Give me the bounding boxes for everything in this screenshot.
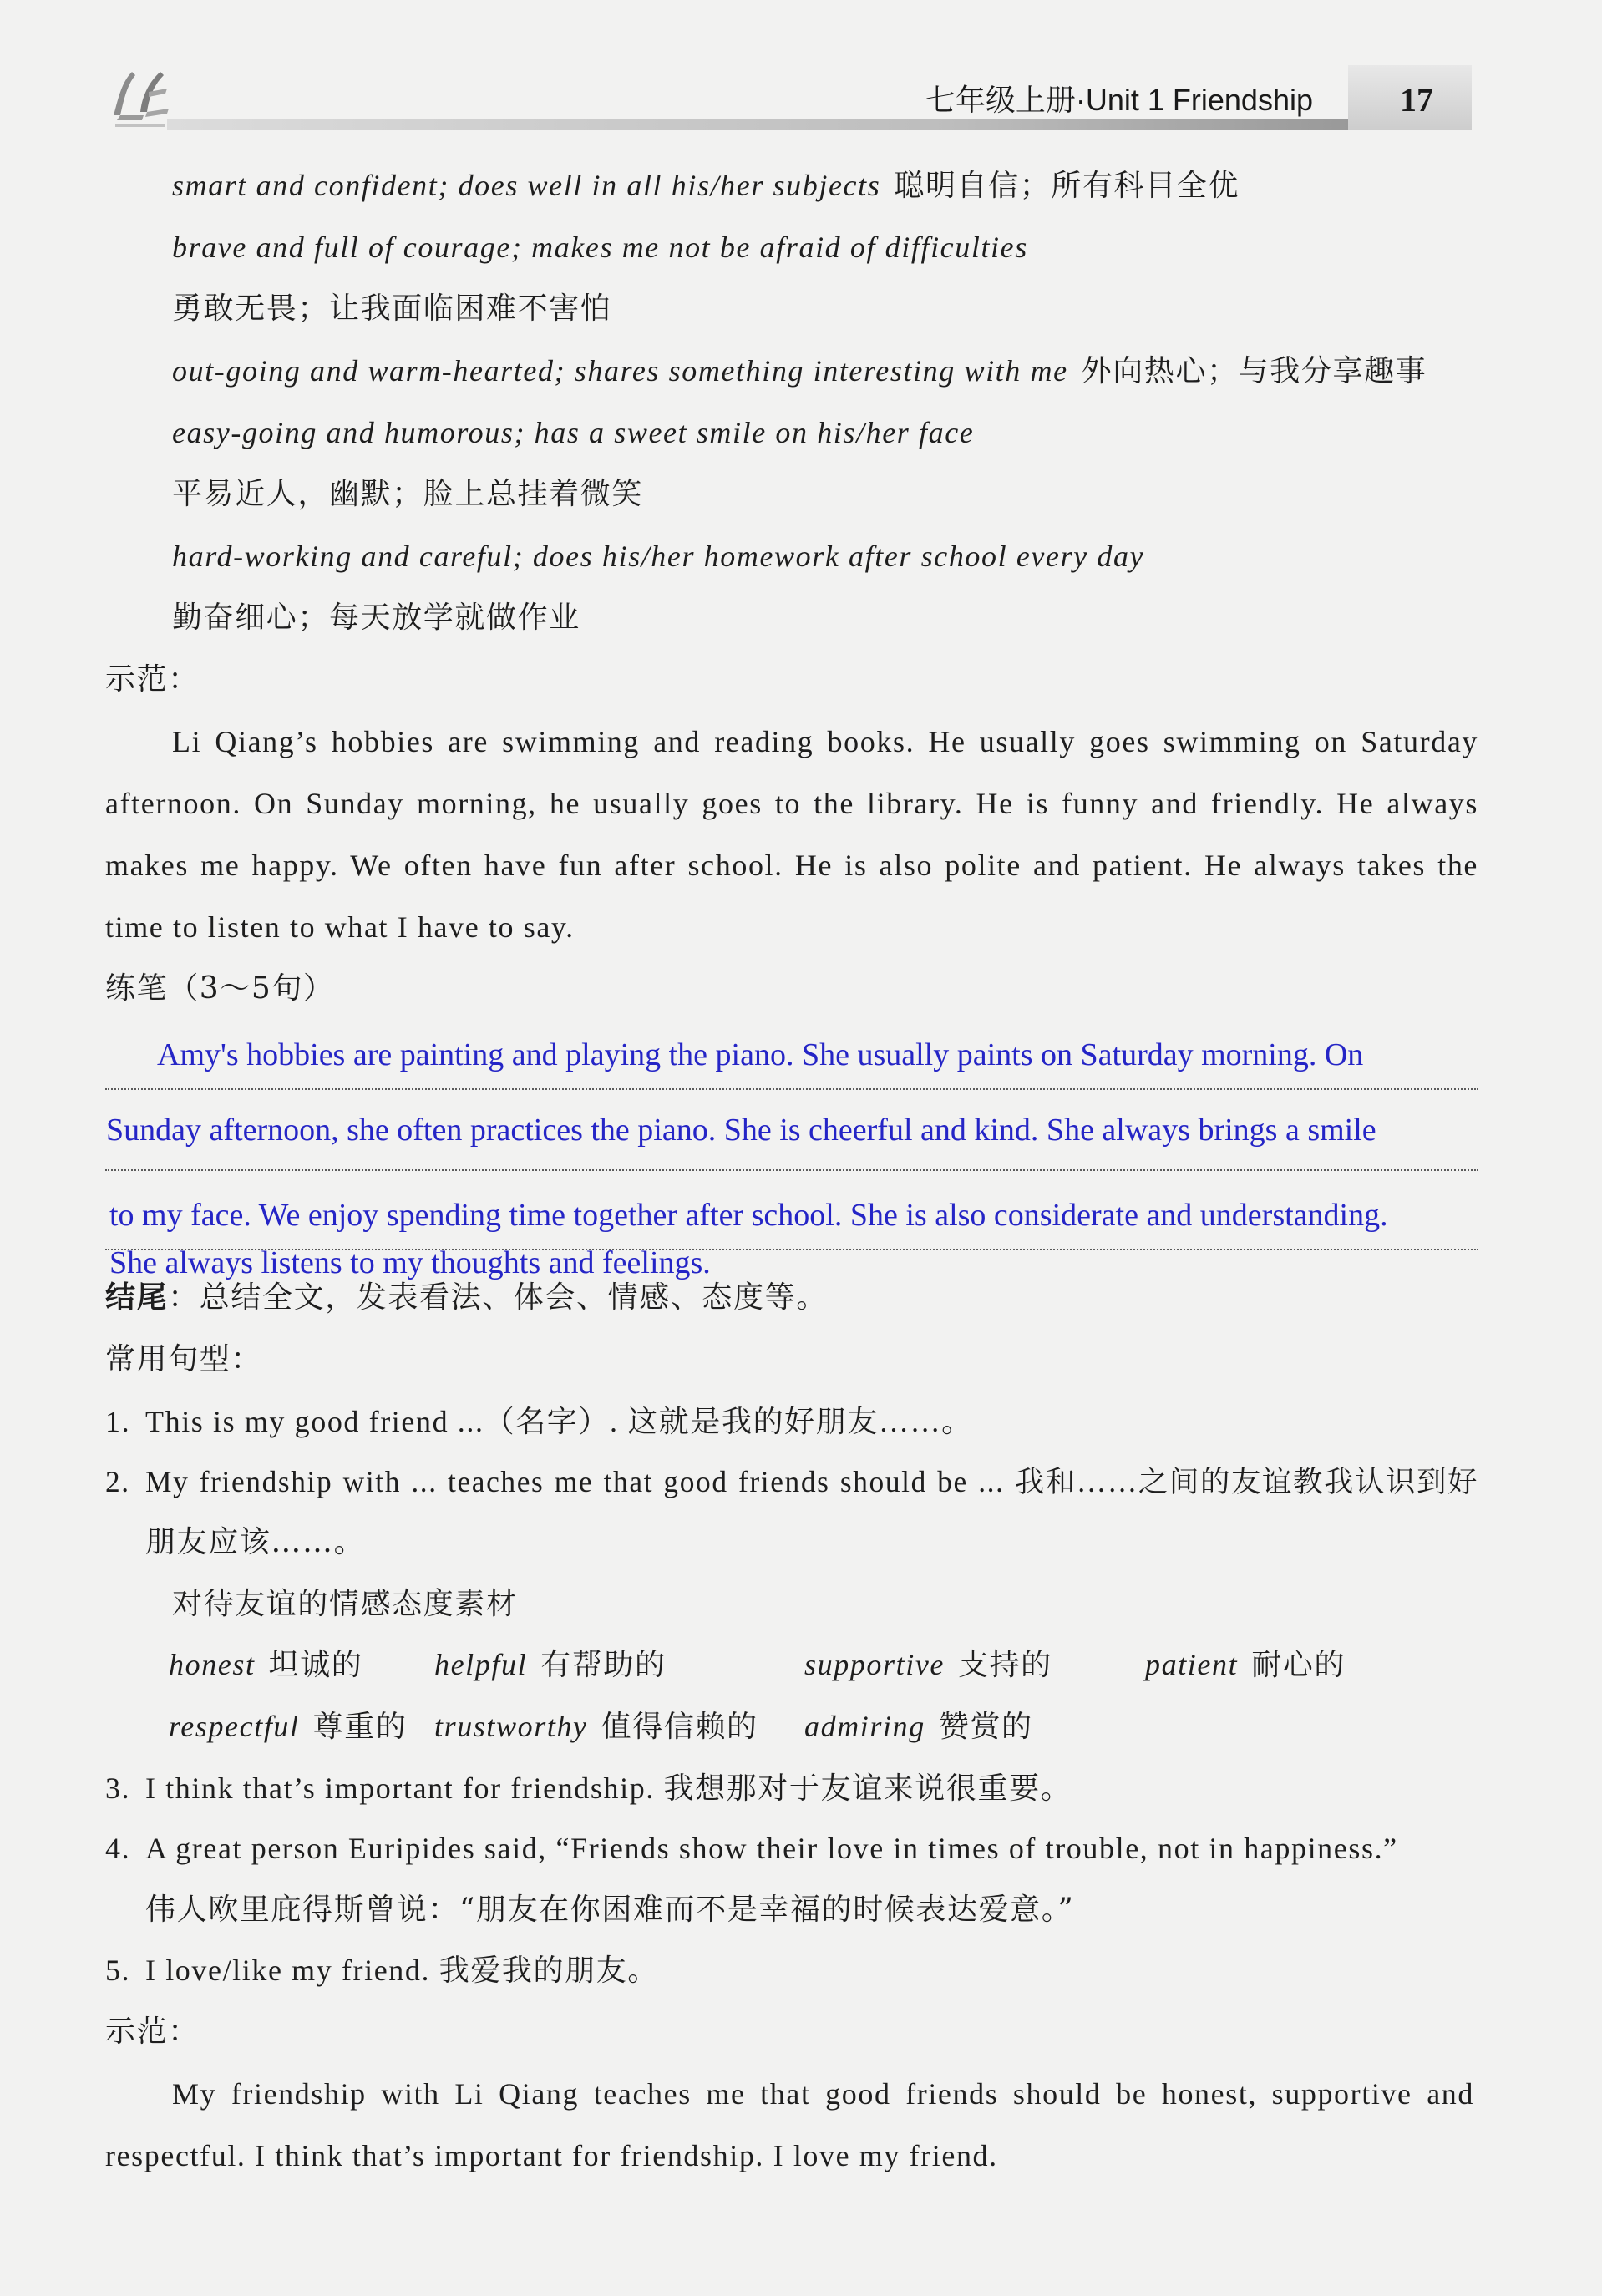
practice-answer-line[interactable]: Sunday afternoon, she often practices the piano. She is cheerful and kind. She always brings a smile <box>106 1113 1376 1148</box>
attitude-word <box>434 1641 785 1688</box>
practice-answer-line[interactable]: to my face. We enjoy spending time together after school. She is also considerate and understanding. <box>109 1198 1388 1233</box>
attitude-word-zh: 尊重的 <box>312 1710 408 1744</box>
pattern-number: 3. <box>105 1771 131 1805</box>
trait-line-3: 勇敢无畏；让我面临困难不害怕 <box>172 291 612 326</box>
pattern-item-4 <box>105 1825 1478 1872</box>
trait-en: smart and confident; does well in all his/her subjects <box>172 169 881 202</box>
pattern-text: My friendship with ... teaches me that good friends should be ... 我和……之间的友谊教我认识到好 <box>145 1465 1478 1498</box>
pattern-item-1 <box>105 1398 1478 1445</box>
trait-line-1 <box>172 162 1478 209</box>
trait-zh: 外向热心；与我分享趣事 <box>1081 354 1427 388</box>
trait-line-5 <box>172 409 1478 456</box>
pattern-number: 5. <box>105 1954 131 1987</box>
patterns-label: 常用句型： <box>105 1342 263 1376</box>
example-label: 示范： <box>105 2015 200 2049</box>
pattern-item-3 <box>105 1765 1478 1812</box>
attitude-label: 对待友谊的情感态度素材 <box>172 1587 518 1621</box>
trait-en: brave and full of courage; makes me not be afraid of difficulties <box>172 231 1028 264</box>
attitude-word <box>169 1641 419 1688</box>
publisher-logo <box>107 63 174 130</box>
example-paragraph-line: makes me happy. We often have fun after school. He is also polite and patient. He always takes the <box>105 849 1478 882</box>
pattern-continuation: 伟人欧里庇得斯曾说：“朋友在你困难而不是幸福的时候表达爱意。” <box>145 1893 1075 1927</box>
attitude-word-zh: 支持的 <box>957 1648 1052 1682</box>
attitude-word <box>804 1641 1130 1688</box>
attitude-word-zh: 有帮助的 <box>540 1648 667 1682</box>
ending-description: ：总结全文，发表看法、体会、情感、态度等。 <box>168 1280 828 1315</box>
pattern-text: This is my good friend ...（名字）. 这就是我的好朋友……。 <box>145 1405 973 1438</box>
attitude-word-en: respectful <box>169 1710 300 1743</box>
attitude-word-zh: 值得信赖的 <box>601 1710 758 1744</box>
writing-rule <box>105 1169 1478 1171</box>
pattern-text: I think that’s important for friendship. 我想那对于友谊来说很重要。 <box>145 1771 1072 1805</box>
pattern-item-2 <box>105 1458 1478 1505</box>
attitude-word-en: patient <box>1145 1648 1239 1681</box>
attitude-word-zh: 耐心的 <box>1251 1648 1346 1682</box>
trait-line-7 <box>172 533 1478 580</box>
attitude-word-en: supportive <box>804 1648 945 1681</box>
trait-line-2 <box>172 224 1478 271</box>
example-paragraph-line: time to listen to what I have to say. <box>105 910 575 944</box>
attitude-word <box>169 1703 428 1750</box>
trait-line-6: 平易近人，幽默；脸上总挂着微笑 <box>172 477 644 511</box>
trait-line-4 <box>172 347 1478 394</box>
ending-example-line: respectful. I think that’s important for friendship. I love my friend. <box>105 2139 998 2172</box>
attitude-word-en: trustworthy <box>434 1710 588 1743</box>
example-paragraph-line: afternoon. On Sunday morning, he usually goes to the library. He is funny and friendly. He always <box>105 787 1478 820</box>
attitude-word-en: admiring <box>804 1710 925 1743</box>
pattern-number: 4. <box>105 1832 131 1865</box>
example-paragraph-line: Li Qiang’s hobbies are swimming and reading books. He usually goes swimming on Saturday <box>172 725 1478 758</box>
trait-line-8: 勤奋细心；每天放学就做作业 <box>172 601 580 635</box>
practice-answer-line[interactable]: She always listens to my thoughts and feelings. <box>109 1245 711 1280</box>
trait-en: out-going and warm-hearted; shares something interesting with me <box>172 354 1068 388</box>
page-number: 17 <box>1400 81 1433 119</box>
practice-label: 练笔（3～5句） <box>105 971 335 1006</box>
pattern-continuation: 朋友应该……。 <box>145 1525 366 1559</box>
attitude-word <box>434 1703 793 1750</box>
ending-example-line: My friendship with Li Qiang teaches me that good friends should be honest, supportive and <box>172 2077 1474 2111</box>
practice-answer-line[interactable]: Amy's hobbies are painting and playing the piano. She usually paints on Saturday morning. On <box>157 1037 1364 1072</box>
attitude-word <box>1145 1641 1478 1688</box>
ending-label: 结尾 <box>105 1280 169 1315</box>
attitude-word-en: honest <box>169 1648 256 1681</box>
pattern-text: A great person Euripides said, “Friends show their love in times of trouble, not in happiness.” <box>145 1832 1398 1865</box>
attitude-word <box>804 1703 1130 1750</box>
attitude-word-en: helpful <box>434 1648 528 1681</box>
trait-zh: 聪明自信；所有科目全优 <box>894 169 1240 203</box>
pattern-number: 1. <box>105 1405 131 1438</box>
ending-heading <box>105 1275 1478 1321</box>
running-header-title: 七年级上册·Unit 1 Friendship <box>925 83 1313 117</box>
pattern-item-5 <box>105 1947 1478 1994</box>
pattern-text: I love/like my friend. 我爱我的朋友。 <box>145 1954 659 1987</box>
pattern-number: 2. <box>105 1465 130 1498</box>
trait-en: easy-going and humorous; has a sweet smile on his/her face <box>172 416 975 449</box>
attitude-word-zh: 坦诚的 <box>268 1648 363 1682</box>
trait-en: hard-working and careful; does his/her homework after school every day <box>172 540 1145 573</box>
writing-rule <box>105 1088 1478 1090</box>
attitude-word-zh: 赞赏的 <box>938 1710 1033 1744</box>
example-label: 示范： <box>105 662 200 697</box>
